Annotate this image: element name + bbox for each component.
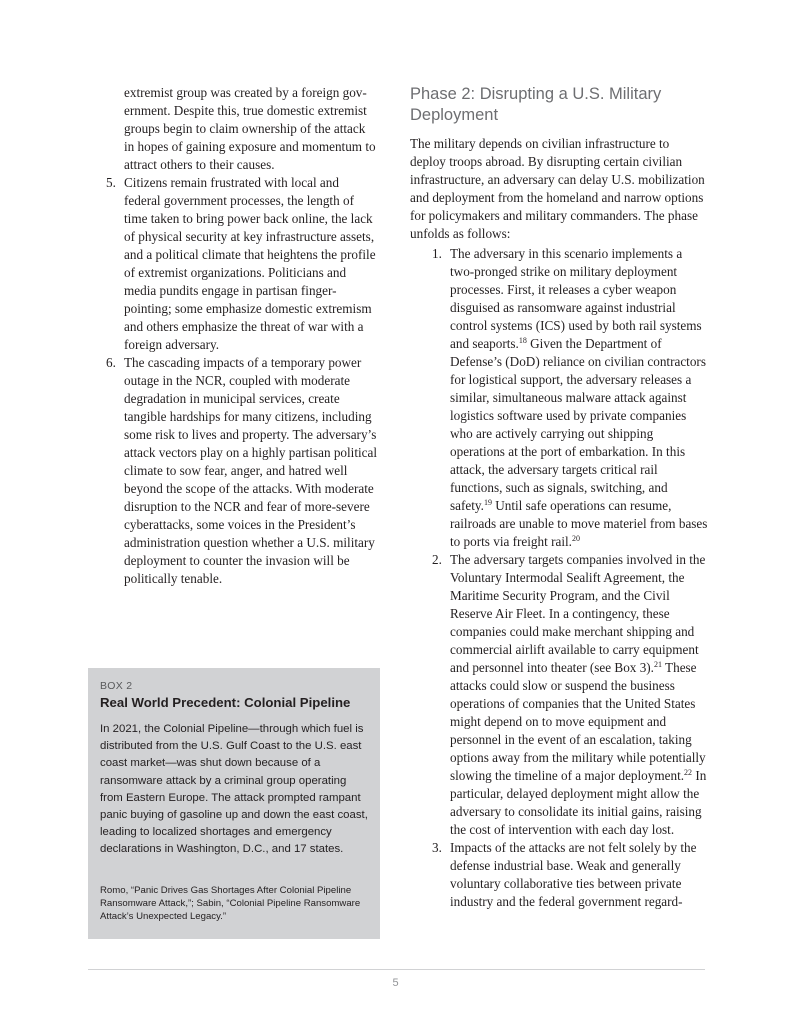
sidebar-box <box>88 668 380 939</box>
left-numbered-list <box>106 174 378 588</box>
box-title: Real World Precedent: Colonial Pipeline <box>100 695 351 710</box>
list-number: 2. <box>432 552 442 567</box>
footnote-ref[interactable]: 20 <box>571 534 580 543</box>
list-item-1 <box>410 245 708 551</box>
section-heading: Phase 2: Disrupting a U.S. Military Deployment <box>410 85 662 124</box>
list-item-text: The cascading impacts of a temporary power outage in the NCR, coupled with moderate degradation in municipal services, create tangible hardships for many citizens, including some risk to lives and property. The adversary’s attack vectors play on a highly partisan political climate to sow fear, anger, and hatred well beyond the scope of the attacks. With moderate disruption to the NCR and fear of more-severe cyberattacks, some voices in the President’s administration question whether a U.S. military deployment to counter the invasion will be politically tenable. <box>124 355 378 586</box>
box-label: BOX 2 <box>100 680 133 692</box>
right-column <box>410 84 708 911</box>
list-item-text: In particular, delayed deployment might allow the adversary to consolidate its initial gains, raising the cost of intervention with each day lost. <box>450 768 707 837</box>
intro-paragraph: The military depends on civilian infrastructure to deploy troops abroad. By disrupting certain civilian infrastructure, an adversary can delay U.S. mobilization and deployment from the homeland and narrow options for policymakers and military commanders. The phase unfolds as follows: <box>410 136 705 241</box>
left-continuation-paragraph: extremist group was created by a foreign government. Despite this, true domestic extremist groups begin to claim ownership of the attack in hopes of gaining exposure and momentum to attract others to their causes. <box>124 85 376 172</box>
list-item-text: Given the Department of Defense’s (DoD) reliance on civilian contractors for logistical support, the adversary releases a similar, simultaneous malware attack against logistics software used by private companies who are actively carrying out shipping operations at the port of embarkation. In this attack, the adversary targets critical rail functions, such as signals, switching, and safety. <box>450 336 706 513</box>
list-item-2 <box>410 551 708 839</box>
footnote-ref[interactable]: 21 <box>653 660 662 669</box>
footnote-ref[interactable]: 18 <box>518 336 527 345</box>
list-number: 6. <box>106 355 116 370</box>
list-item-text: Citizens remain frustrated with local and federal government processes, the length of time taken to bring power back online, the lack of physical security at key infrastructure assets, and a political climate that heightens the profile of extremist organizations. Politicians and media pundits engage in partisan finger-pointing; some emphasize domestic extremism and others emphasize the threat of war with a foreign adversary. <box>124 175 376 352</box>
list-number: 5. <box>106 175 116 190</box>
list-item-text: The adversary targets companies involved in the Voluntary Intermodal Sealift Agreement, the Maritime Security Program, and the Civil Reserve Air Fleet. In a contingency, these companies could make merchant shipping and commercial airlift available to carry equipment and personnel into theater (see Box 3). <box>450 552 706 675</box>
footer-divider <box>88 969 705 970</box>
footnote-ref[interactable]: 19 <box>483 498 492 507</box>
list-item-text: Impacts of the attacks are not felt solely by the defense industrial base. Weak and generally voluntary collaborative ties between private industry and the federal government regard- <box>450 840 697 909</box>
list-item-5 <box>106 174 378 354</box>
list-number: 3. <box>432 840 442 855</box>
page-number: 5 <box>392 977 399 989</box>
box-source: Romo, “Panic Drives Gas Shortages After Colonial Pipeline Ransomware Attack,”; Sabin, “Colonial Pipeline Ransomware Attack’s Unexpected Legacy.” <box>100 884 361 922</box>
box-body: In 2021, the Colonial Pipeline—through which fuel is distributed from the U.S. Gulf Coast to the U.S. east coast market—was shut down because of a ransomware attack by a criminal group operating from Eastern Europe. The attack prompted rampant panic buying of gasoline up and down the east coast, leading to localized shortages and emergency declarations in Washington, D.C., and 17 states. <box>100 723 368 856</box>
list-number: 1. <box>432 246 442 261</box>
list-item-6 <box>106 354 378 588</box>
list-item-text: The adversary in this scenario implements a two-pronged strike on military deployment processes. First, it releases a cyber weapon disguised as ransomware against industrial control systems (ICS) used by both rail systems and seaports. <box>450 246 702 351</box>
list-item-3 <box>410 839 708 911</box>
left-column <box>106 84 378 588</box>
right-numbered-list <box>410 245 708 911</box>
footnote-ref[interactable]: 22 <box>684 768 693 777</box>
list-item-text: These attacks could slow or suspend the business operations of companies that the United States might depend on to move equipment and personnel in the event of an escalation, taking options away from the military while potentially slowing the timeline of a major deployment. <box>450 660 706 783</box>
list-item-text: Until safe operations can resume, railroads are unable to move materiel from bases to ports via freight rail. <box>450 498 708 549</box>
